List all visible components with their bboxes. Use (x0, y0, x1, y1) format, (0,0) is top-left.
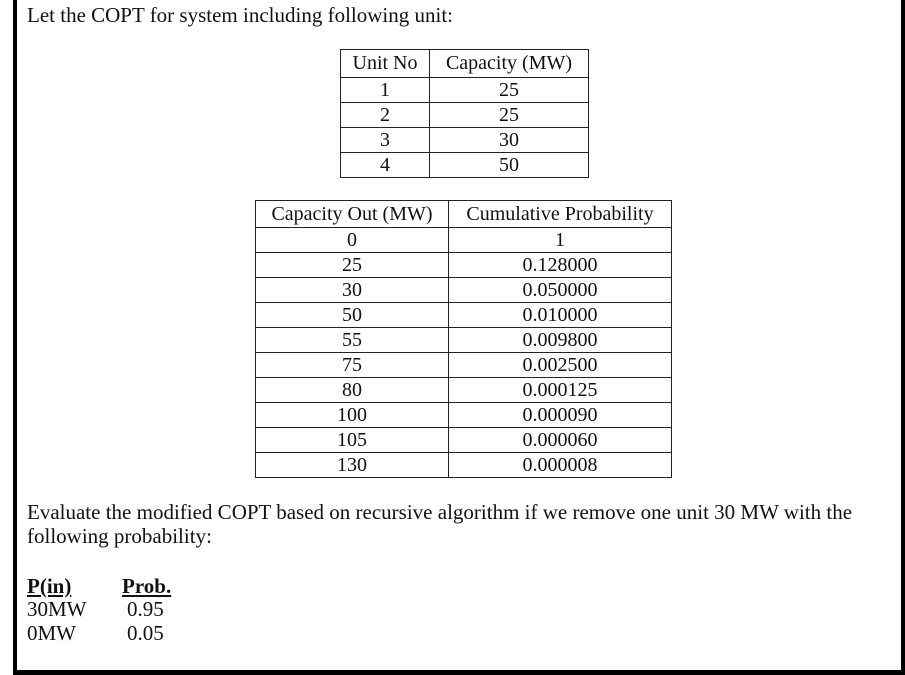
capacity-out-cell: 80 (256, 378, 449, 403)
cumulative-probability-cell: 0.000060 (449, 428, 672, 453)
table-row (341, 128, 589, 153)
unit-no-cell: 4 (341, 153, 430, 178)
table-row (256, 378, 672, 403)
table-row (256, 353, 672, 378)
table-row (256, 428, 672, 453)
prob-header-p-in: P(in) (27, 574, 72, 598)
cumulative-probability-cell: 0.010000 (449, 303, 672, 328)
question-text: Evaluate the modified COPT based on recursive algorithm if we remove one unit 30 MW with the following probability: (27, 500, 853, 548)
cumulative-probability-cell: 0.009800 (449, 328, 672, 353)
unit-no-cell: 1 (341, 78, 430, 103)
capacity-out-cell: 55 (256, 328, 449, 353)
unit-capacity-cell: 30 (430, 128, 589, 153)
prob-value-cell: 0.05 (127, 621, 164, 645)
capacity-out-cell: 0 (256, 228, 449, 253)
table-row (256, 278, 672, 303)
page-left-border (13, 0, 17, 675)
copt-table-header-row (256, 201, 672, 228)
capacity-out-cell: 75 (256, 353, 449, 378)
table-row (256, 253, 672, 278)
table-row (256, 328, 672, 353)
cumulative-probability-cell: 0.050000 (449, 278, 672, 303)
cumulative-probability-cell: 0.000125 (449, 378, 672, 403)
cumulative-probability-cell: 0.128000 (449, 253, 672, 278)
copt-table (255, 200, 672, 478)
capacity-out-cell: 50 (256, 303, 449, 328)
unit-capacity-cell: 25 (430, 103, 589, 128)
capacity-out-cell: 100 (256, 403, 449, 428)
copt-header-capacity-out: Capacity Out (MW) (256, 201, 449, 228)
units-table-header-row (341, 50, 589, 78)
units-table (340, 49, 589, 178)
unit-capacity-cell: 25 (430, 78, 589, 103)
units-header-unit-no: Unit No (341, 50, 430, 78)
prob-state-cell: 30MW (27, 597, 87, 621)
unit-no-cell: 2 (341, 103, 430, 128)
prob-value-cell: 0.95 (127, 597, 164, 621)
cumulative-probability-cell: 0.002500 (449, 353, 672, 378)
unit-capacity-cell: 50 (430, 153, 589, 178)
table-row (341, 153, 589, 178)
table-row (256, 453, 672, 478)
capacity-out-cell: 130 (256, 453, 449, 478)
capacity-out-cell: 30 (256, 278, 449, 303)
table-row (341, 103, 589, 128)
cumulative-probability-cell: 0.000090 (449, 403, 672, 428)
capacity-out-cell: 25 (256, 253, 449, 278)
page-bottom-border (13, 670, 905, 675)
copt-header-cumulative-probability: Cumulative Probability (449, 201, 672, 228)
table-row (256, 303, 672, 328)
prob-state-cell: 0MW (27, 621, 76, 645)
intro-text: Let the COPT for system including following unit: (27, 3, 453, 27)
table-row (256, 228, 672, 253)
page-right-border (901, 0, 905, 675)
cumulative-probability-cell: 0.000008 (449, 453, 672, 478)
unit-no-cell: 3 (341, 128, 430, 153)
prob-header-prob: Prob. (122, 574, 172, 598)
units-header-capacity: Capacity (MW) (430, 50, 589, 78)
table-row (256, 403, 672, 428)
table-row (341, 78, 589, 103)
cumulative-probability-cell: 1 (449, 228, 672, 253)
capacity-out-cell: 105 (256, 428, 449, 453)
